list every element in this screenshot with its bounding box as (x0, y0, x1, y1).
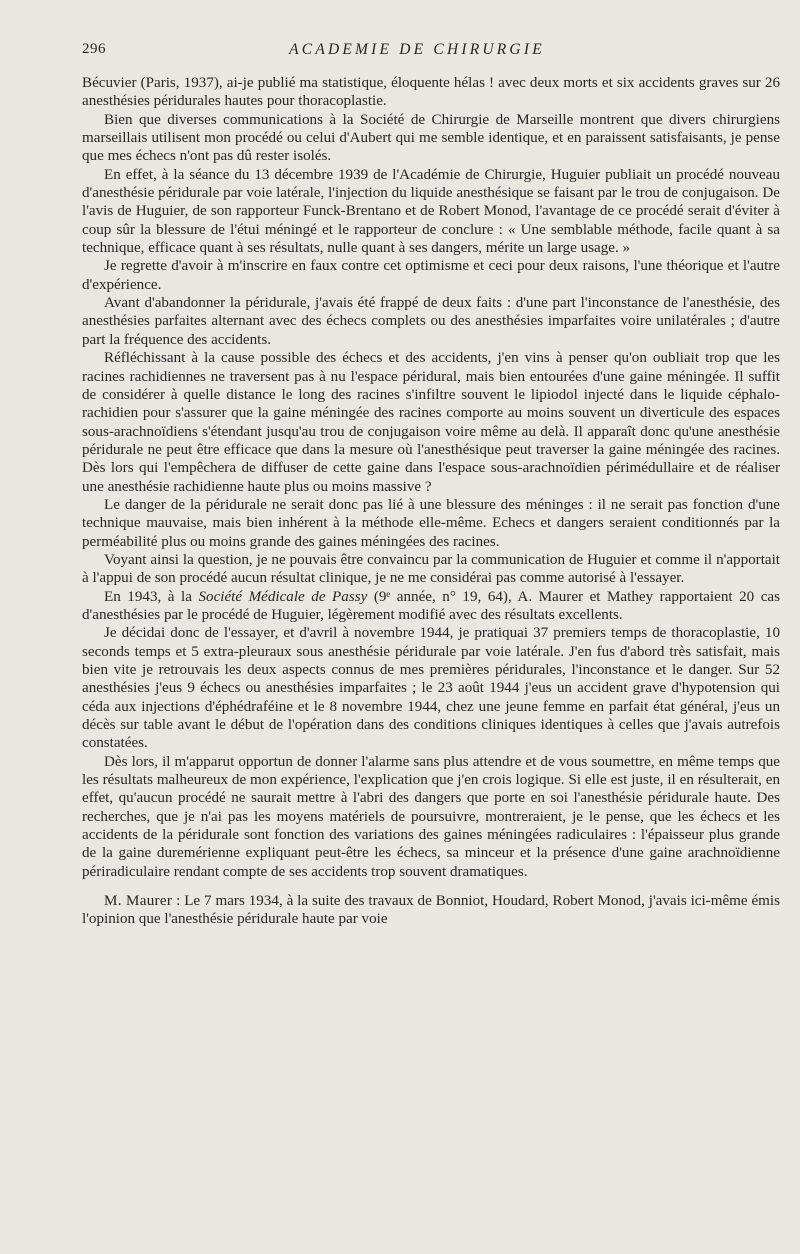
page-header (82, 41, 752, 63)
paragraph: Voyant ainsi la question, je ne pouvais être convaincu par la communication de Huguier et comme il n'apportait à l'appui de son procédé aucun résultat clinique, je ne me considérai pas comme autorisé à l'essayer. (82, 551, 780, 587)
paragraph-journal-citation (82, 588, 780, 625)
paragraph: Dès lors, il m'apparut opportun de donner l'alarme sans plus attendre et de vous soumettre, en même temps que les résultats malheureux de mon expérience, l'explication que j'en crois logique. Si elle est juste, il en résulterait, en effet, qu'aucun procédé ne saurait mettre à l'abri des dangers que porte en soi l'anesthésie péridurale haute. Des recherches, que je n'ai pas les moyens matériels de poursuivre, montreraient, je le pense, que les échecs et les accidents de la péridurale sont fonction des variations des gaines méningées radiculaires : l'épaisseur plus grande de la gaine duremérienne expliquant peut-être les échecs, sa minceur et la présence d'une gaine arachnoïdienne périradiculaire rendant compte de ses accidents trop souvent dramatiques. (82, 753, 780, 880)
paragraph: Bécuvier (Paris, 1937), ai-je publié ma statistique, éloquente hélas ! avec deux morts et six accidents graves sur 26 anesthésies péridurales hautes pour thoracoplastie. (82, 75, 780, 110)
text-run: En 1943, à la (104, 588, 199, 605)
paragraph: En effet, à la séance du 13 décembre 1939 de l'Académie de Chirurgie, Huguier publiait un procédé nouveau d'anesthésie péridurale par voie latérale, l'injection du liquide anesthésique se faisant par le trou de conjugaison. De l'avis de Huguier, de son rapporteur Funck-Brentano et de Robert Monod, l'avantage de ce procédé serait d'éviter à coup sûr la blessure de l'étui méningé et le rapporteur de conclure : « Une semblable méthode, facile quant à sa technique, efficace quant à ses résultats, nulle quant à ses dangers, mérite un large usage. » (82, 166, 780, 257)
paragraph: Avant d'abandonner la péridurale, j'avais été frappé de deux faits : d'une part l'inconstance de l'anesthésie, des anesthésies parfaites alternant avec des échecs complets ou des anesthésies imparfaites voire unilatérales ; d'autre part la fréquence des accidents. (82, 295, 780, 348)
paragraph: Je décidai donc de l'essayer, et d'avril à novembre 1944, je pratiquai 37 premiers temps de thoracoplastie, 10 seconds temps et 5 extra-pleuraux sous anesthésie péridurale par voie latérale. J'en fus d'abord très satisfait, mais bien vite je retrouvais les deux aspects connus de mes premières péridurales, l'inconstance et le danger. Sur 52 anesthésies j'eus 9 échecs ou anesthésies imparfaites ; le 23 août 1944 j'eus un accident grave d'hypotension qui céda aux injections d'éphédraféine et le 8 novembre 1944, chez une jeune femme en parfait état général, j'eus un décès sur table avant le début de l'opération dans des conditions cliniques identiques à celles que j'avais autrefois constatées. (82, 625, 780, 752)
paragraph: Je regrette d'avoir à m'inscrire en faux contre cet optimisme et ceci pour deux raisons, l'une théorique et l'autre d'expérience. (82, 258, 780, 293)
running-title: ACADEMIE DE CHIRURGIE (289, 41, 545, 58)
page-number: 296 (82, 41, 106, 57)
journal-title: Société Médicale de Passy (198, 588, 368, 605)
article-body (82, 74, 780, 929)
paragraph: Bien que diverses communications à la Société de Chirurgie de Marseille montrent que divers chirurgiens marseillais utilisent mon procédé ou celui d'Aubert qui me semble identique, et en paraissent satisfaisants, je pense que mes échecs n'ont pas dû rester isolés. (82, 111, 780, 165)
paragraph: Réfléchissant à la cause possible des échecs et des accidents, j'en vins à penser qu'on oubliait trop que les racines rachidiennes ne traversent pas à nu l'espace péridural, mais bien entourées d'une gaine méningée. Il suffit de considérer à quelle distance le long des racines s'infiltre souvent le lipiodol injecté dans le liquide céphalo-rachidien pour s'assurer que la gaine méningée des racines comporte au moins souvent un diverticule des espaces sous-arachnoïdiens s'étendant jusqu'au trou de conjugaison voire même au delà. Il apparaît donc qu'une anesthésie péridurale ne peut être efficace que dans la mesure où l'anesthésique peut traverser la gaine méningée des racines. Dès lors qui l'empêchera de diffuser de cette gaine dans l'espace sous-arachnoïdien périmédullaire et de réaliser une anesthésie rachidienne haute plus ou moins massive ? (82, 350, 780, 495)
text-run: : Le 7 mars 1934, à la suite des travaux de Bonniot, Houdard, Robert Monod, j'avais ici-même émis l'opinion que l'anesthésie péridurale haute par voie (82, 893, 780, 928)
text-run: (9ᵉ année, n° 19, 64), A. Maurer et Mathey rapportaient 20 cas d'anesthésies par le procédé de Huguier, légèrement modifié avec des résultats excellents. (82, 588, 781, 623)
speaker-name: M. Maurer (104, 893, 173, 910)
paragraph-speaker (82, 892, 780, 929)
paragraph: Le danger de la péridurale ne serait donc pas lié à une blessure des méninges : il ne serait pas fonction d'une technique mauvaise, mais bien inhérent à la méthode elle-même. Echecs et dangers seraient conditionnés par la perméabilité plus ou moins grande des gaines méningées des racines. (82, 496, 780, 550)
